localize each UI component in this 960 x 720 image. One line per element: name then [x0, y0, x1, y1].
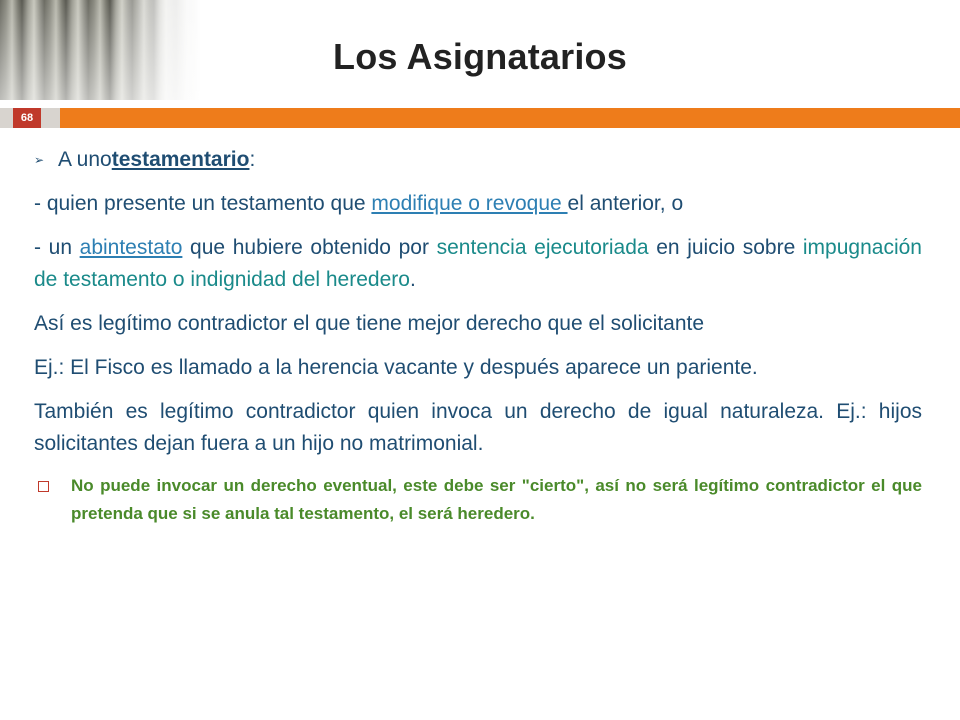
- note-text: No puede invocar un derecho eventual, este debe ser "cierto", así no será legítimo contradictor el que pretenda que si se anula tal testamento, el será heredero.: [71, 476, 922, 523]
- bullet-suffix: :: [249, 148, 256, 171]
- slide-number-badge: 68: [13, 108, 41, 128]
- line2-text-b: que hubiere obtenido por: [182, 236, 437, 259]
- term-testamentario: testamentario: [111, 148, 250, 171]
- note-derecho-eventual: [34, 472, 922, 528]
- header-bar-accent: [60, 108, 960, 128]
- link-modifique-revoque: modifique o revoque: [371, 192, 568, 215]
- line-abintestato: [34, 232, 922, 296]
- highlight-impugnacion: impugnación de testamento o indignidad del heredero: [34, 236, 922, 291]
- line2-text-d: .: [409, 268, 416, 291]
- line1-text-b: el anterior, o: [567, 192, 684, 215]
- paragraph-legitimo: Así es legítimo contradictor el que tiene mejor derecho que el solicitante: [34, 312, 705, 335]
- line1-text-a: - quien presente un testamento que: [34, 192, 372, 215]
- paragraph-ejemplo: Ej.: El Fisco es llamado a la herencia vacante y después aparece un pariente.: [34, 356, 758, 379]
- link-abintestato: abintestato: [79, 236, 183, 259]
- bullet-prefix: A uno: [58, 148, 112, 171]
- slide-content: [34, 144, 922, 528]
- line2-text-a: - un: [34, 236, 80, 259]
- paragraph-tambien: También es legítimo contradictor quien invoca un derecho de igual naturaleza. Ej.: hijos solicitantes dejan fuera a un hijo no matrimonial.: [34, 400, 922, 455]
- bullet-testamentario: [34, 144, 922, 176]
- highlight-sentencia: sentencia ejecutoriada: [436, 236, 649, 259]
- square-bullet-icon: [38, 481, 49, 492]
- arrow-bullet-icon: ➢: [34, 153, 45, 167]
- line-modifique: [34, 188, 922, 220]
- slide-title: Los Asignatarios: [333, 36, 627, 77]
- line2-text-c: en juicio sobre: [648, 236, 803, 259]
